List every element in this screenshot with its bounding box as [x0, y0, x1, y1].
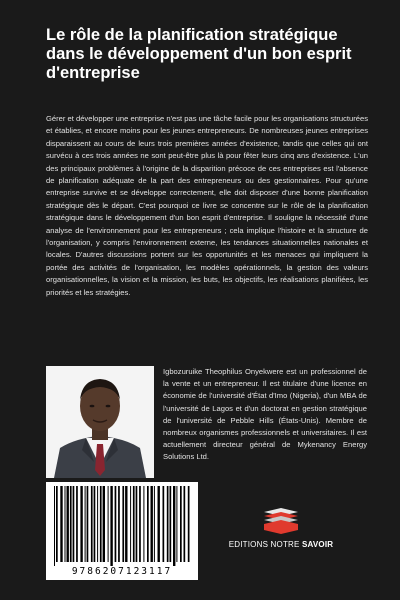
publisher-name-regular: EDITIONS NOTRE — [228, 540, 302, 549]
barcode-bar — [147, 486, 149, 562]
barcode-bars — [46, 482, 198, 566]
author-photo — [46, 366, 154, 478]
barcode-bar — [163, 486, 165, 562]
barcode-bar — [167, 486, 169, 562]
barcode-bar — [91, 486, 93, 562]
barcode-bar — [97, 486, 98, 562]
barcode-bar — [100, 486, 102, 562]
isbn-barcode — [46, 482, 198, 580]
barcode-bar — [115, 486, 117, 562]
publisher-name-bold: SAVOIR — [301, 540, 334, 549]
barcode-bar — [85, 486, 86, 562]
isbn-number: 9786207123117 — [71, 566, 173, 577]
barcode-bar — [173, 486, 175, 566]
book-description: Gérer et développer une entreprise n'est pas une tâche facile pour les organisations structurées et établies, et encore moins pour les jeunes entrepreneurs. De nombreuses jeunes entreprises disparaissent au cours de leurs trois premières années d'existence, tandis que celles qui ont survécu à ces trois années ne sont peut-être plus là pour fêter leurs cinq ans d'existence. L'un des principaux problèmes à l'origine de la disparition précoce de ces entreprises est l'absence de planification adéquate de la part des entrepreneurs ou des gestionnaires. Pour qu'une entreprise survive et se développe correctement, elle doit disposer d'une bonne planification stratégique dès le départ. C'est pourquoi ce livre se concentre sur le rôle de la planification stratégique dans le développement d'un bon esprit d'entreprise. Il souligne la nécessité d'une analyse de l'environnement pour les entrepreneurs ; cela implique l'histoire et la structure de l'organisation, y compris l'environnement externe, les tendances situationnelles nationales et locales. D'autres discussions portent sur les opportunités et les menaces qui impliquent la portée des activités de l'organisation, les modèles opérationnels, la gestion des valeurs organisationnelles, la vision et la mission, les buts, les objectifs, les réalisations planifiées, les priorités et les stratégies. — [46, 114, 368, 297]
barcode-bar — [87, 486, 89, 562]
publisher-name — [228, 540, 334, 549]
barcode-bar — [136, 486, 138, 562]
barcode-bar — [60, 486, 62, 562]
barcode-bar — [176, 486, 177, 562]
barcode-bar — [139, 486, 141, 562]
barcode-bar — [80, 486, 82, 562]
barcode-bar — [125, 486, 127, 562]
barcode-bar — [154, 486, 155, 562]
barcode-bar — [158, 486, 160, 562]
barcode-bar — [73, 486, 75, 562]
barcode-bar — [70, 486, 72, 562]
book-title: Le rôle de la planification stratégique dans le développement d'un bon esprit d'entreprise — [46, 26, 352, 82]
barcode-bar — [110, 486, 112, 566]
barcode-bar — [151, 486, 153, 562]
barcode-bar — [122, 486, 124, 562]
barcode-bar — [133, 486, 135, 562]
barcode-bar — [94, 486, 96, 562]
barcode-bar — [188, 486, 190, 562]
barcode-bar — [130, 486, 131, 562]
barcode-bar — [180, 486, 182, 562]
barcode-bar — [56, 486, 58, 562]
barcode-bar — [67, 486, 69, 562]
barcode-bar — [170, 486, 172, 562]
barcode-bar — [143, 486, 144, 562]
publisher-logo-icon — [258, 506, 304, 534]
barcode-bar — [184, 486, 186, 562]
barcode-bar — [108, 486, 109, 562]
barcode-bar — [65, 486, 66, 562]
author-bio: Igbozuruike Theophilus Onyekwere est un professionnel de la vente et un entrepreneur. Il est titulaire d'une licence en économie de l'université d'État d'Imo (Nigeria), d'un MBA de l'université de Lagos et d'un doctorat en gestion stratégique de l'université de Pebble Hills (États-Unis). Membre de nombreux organismes professionnels et universitaires. Il est actuellement directeur général de Mykenancy Energy Solutions Ltd. — [163, 367, 367, 462]
barcode-bar — [118, 486, 120, 562]
barcode-bar — [103, 486, 105, 562]
barcode-bar — [76, 486, 78, 562]
barcode-bar — [54, 486, 55, 566]
